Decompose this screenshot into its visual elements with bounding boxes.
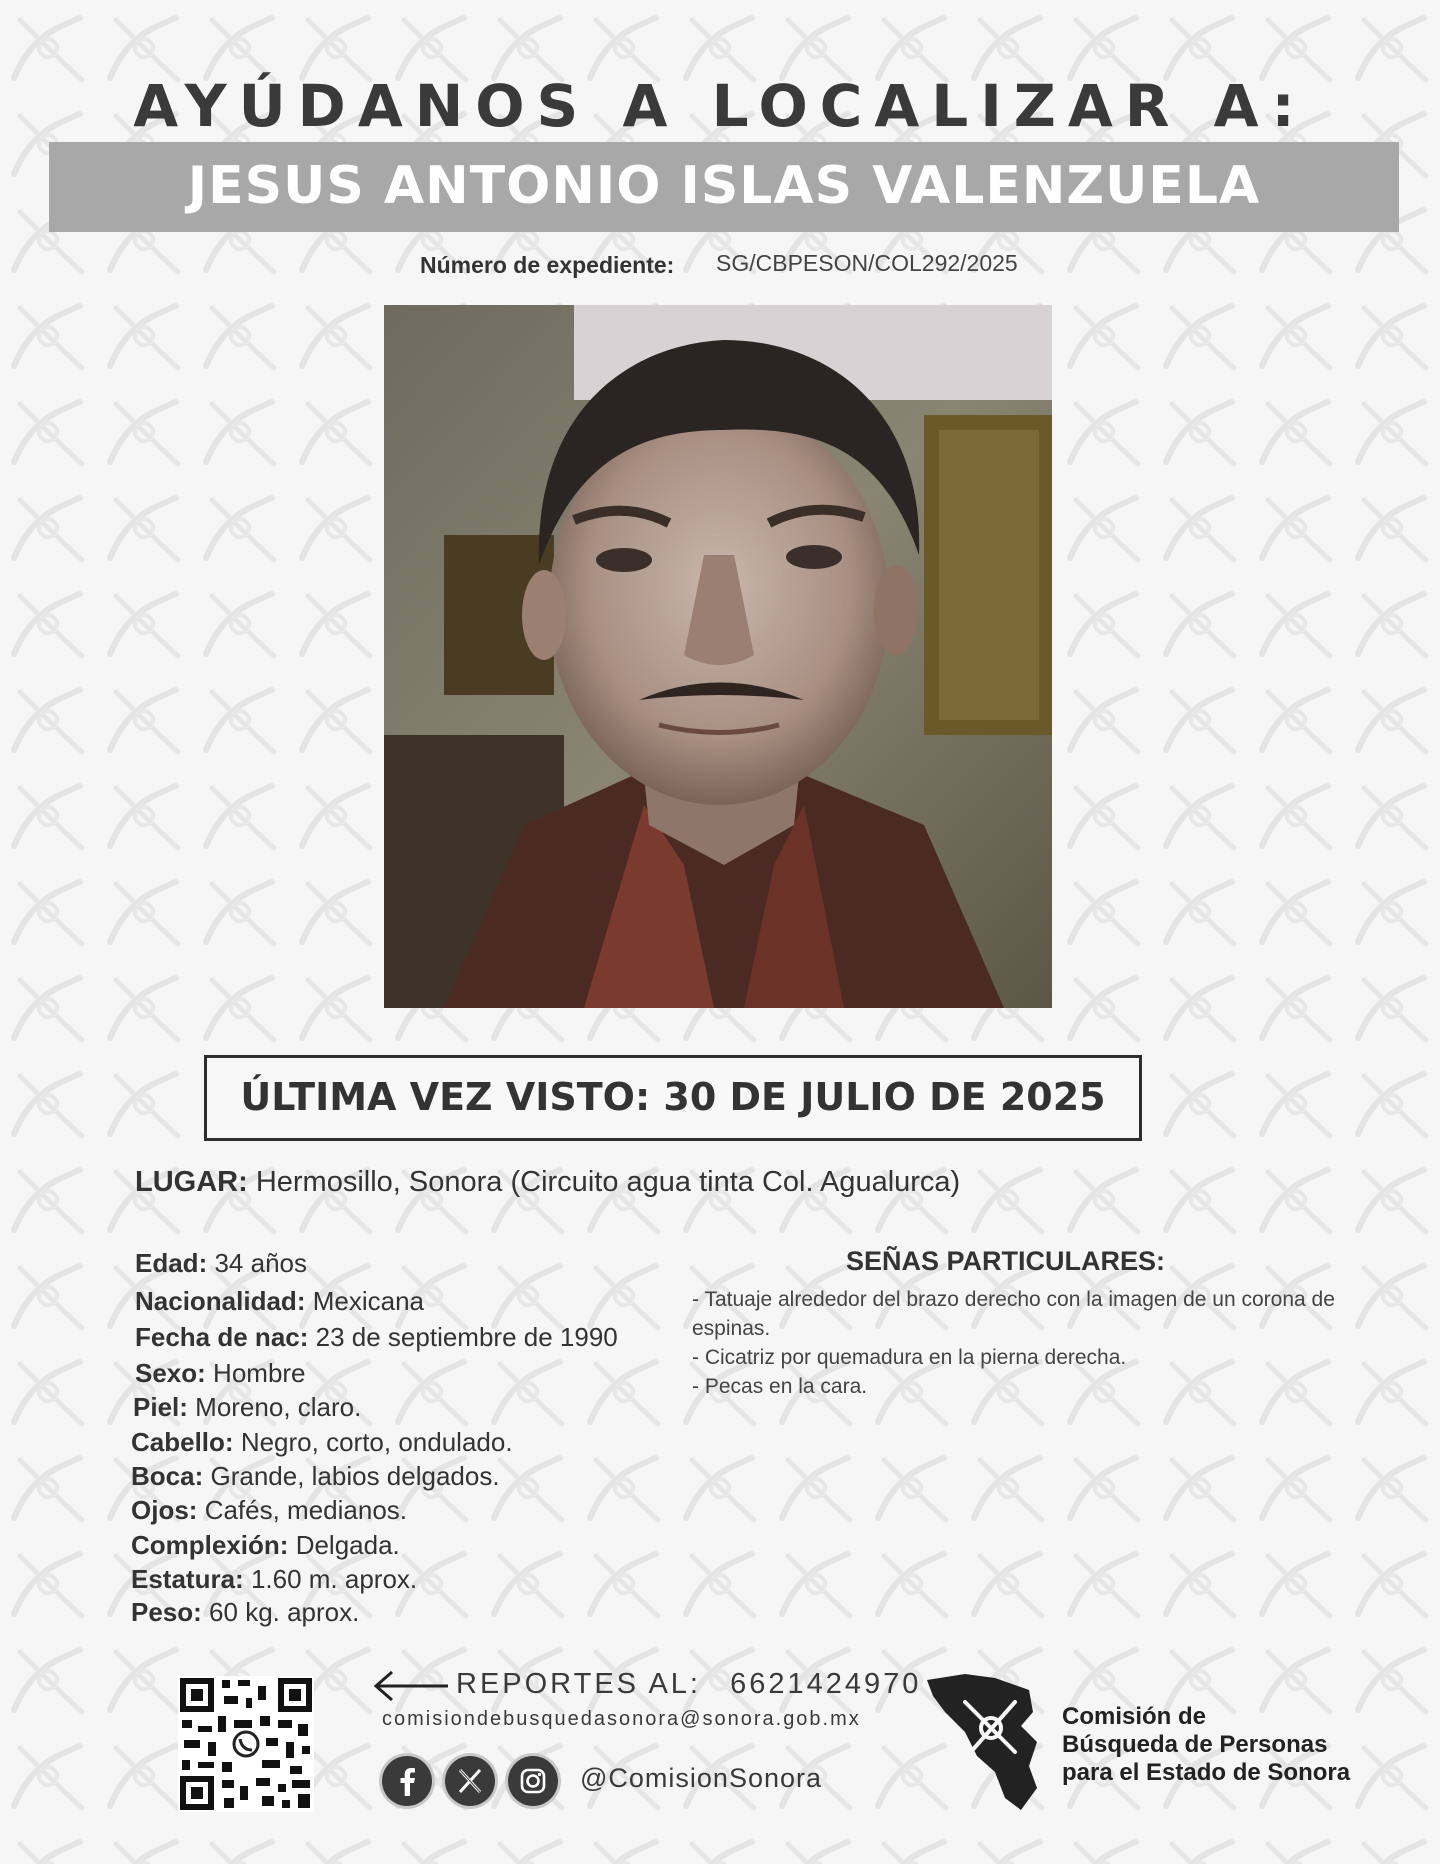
attr-label: Sexo:	[135, 1358, 206, 1388]
attr-label: Edad:	[135, 1248, 208, 1278]
attr-label: Ojos:	[131, 1495, 198, 1525]
attr-fecha-nac	[135, 1322, 618, 1353]
attr-peso	[131, 1597, 359, 1628]
attr-value: 60 kg. aprox.	[209, 1597, 360, 1627]
attr-label: Complexión:	[131, 1530, 289, 1560]
location-value: Hermosillo, Sonora (Circuito agua tinta Col. Agualurca)	[255, 1166, 961, 1198]
attr-value: 34 años	[214, 1248, 307, 1278]
attr-label: Piel:	[133, 1392, 188, 1422]
location-label: LUGAR:	[135, 1166, 248, 1198]
attr-label: Estatura:	[131, 1564, 244, 1594]
attr-cabello	[131, 1427, 513, 1458]
attr-boca	[131, 1461, 500, 1492]
senas-item: - Tatuaje alrededor del brazo derecho con la imagen de un corona de espinas.	[692, 1288, 1335, 1340]
last-seen-date: ÚLTIMA VEZ VISTO: 30 DE JULIO DE 2025	[240, 1075, 1106, 1119]
attr-label: Boca:	[131, 1461, 204, 1491]
facebook-icon[interactable]	[382, 1756, 432, 1806]
instagram-icon[interactable]	[508, 1756, 558, 1806]
expediente-value: SG/CBPESON/COL292/2025	[716, 250, 1018, 276]
reportes	[456, 1668, 921, 1701]
location	[135, 1166, 960, 1199]
attr-value: Moreno, claro.	[195, 1392, 362, 1422]
senas-item: - Cicatriz por quemadura en la pierna derecha.	[692, 1346, 1127, 1369]
attr-nacionalidad	[135, 1286, 424, 1317]
attr-value: 23 de septiembre de 1990	[315, 1322, 618, 1352]
social-handle[interactable]: @ComisionSonora	[580, 1763, 823, 1793]
attr-value: 1.60 m. aprox.	[250, 1564, 418, 1594]
headline: AYÚDANOS A LOCALIZAR A:	[133, 72, 1307, 140]
attr-value: Mexicana	[312, 1286, 424, 1316]
reportes-label: REPORTES AL:	[456, 1668, 701, 1700]
senas-item: - Pecas en la cara.	[692, 1375, 868, 1398]
attr-ojos	[131, 1495, 407, 1526]
senas-title: SEÑAS PARTICULARES:	[846, 1246, 1166, 1276]
org-name-line: Comisión de	[1062, 1703, 1207, 1730]
x-icon[interactable]	[445, 1756, 495, 1806]
sonora-map-logo	[925, 1672, 1055, 1812]
attr-estatura	[131, 1564, 417, 1595]
qr-code[interactable]	[178, 1676, 314, 1812]
attr-value: Cafés, medianos.	[204, 1495, 408, 1525]
arrow-left-icon	[370, 1668, 450, 1704]
attr-edad	[135, 1248, 307, 1279]
attr-label: Fecha de nac:	[135, 1322, 309, 1352]
email-link[interactable]: comisiondebusquedasonora@sonora.gob.mx	[382, 1708, 861, 1730]
attr-value: Delgada.	[295, 1530, 400, 1560]
attr-label: Nacionalidad:	[135, 1286, 306, 1316]
attr-piel	[133, 1392, 361, 1423]
attr-value: Grande, labios delgados.	[210, 1461, 500, 1491]
attr-label: Peso:	[131, 1597, 202, 1627]
attr-value: Hombre	[213, 1358, 306, 1388]
org-name-line: Búsqueda de Personas	[1062, 1731, 1328, 1758]
attr-label: Cabello:	[131, 1427, 234, 1457]
attr-sexo	[135, 1358, 306, 1389]
person-photo	[384, 305, 1052, 1008]
attr-value: Negro, corto, ondulado.	[240, 1427, 513, 1457]
missing-person-name: JESUS ANTONIO ISLAS VALENZUELA	[187, 156, 1261, 216]
organization-name	[1062, 1703, 1350, 1787]
senas-list	[692, 1285, 1392, 1401]
phone-number[interactable]: 6621424970	[730, 1668, 922, 1700]
attr-complexion	[131, 1530, 400, 1561]
org-name-line: para el Estado de Sonora	[1062, 1759, 1351, 1786]
expediente-label: Número de expediente:	[420, 252, 675, 278]
